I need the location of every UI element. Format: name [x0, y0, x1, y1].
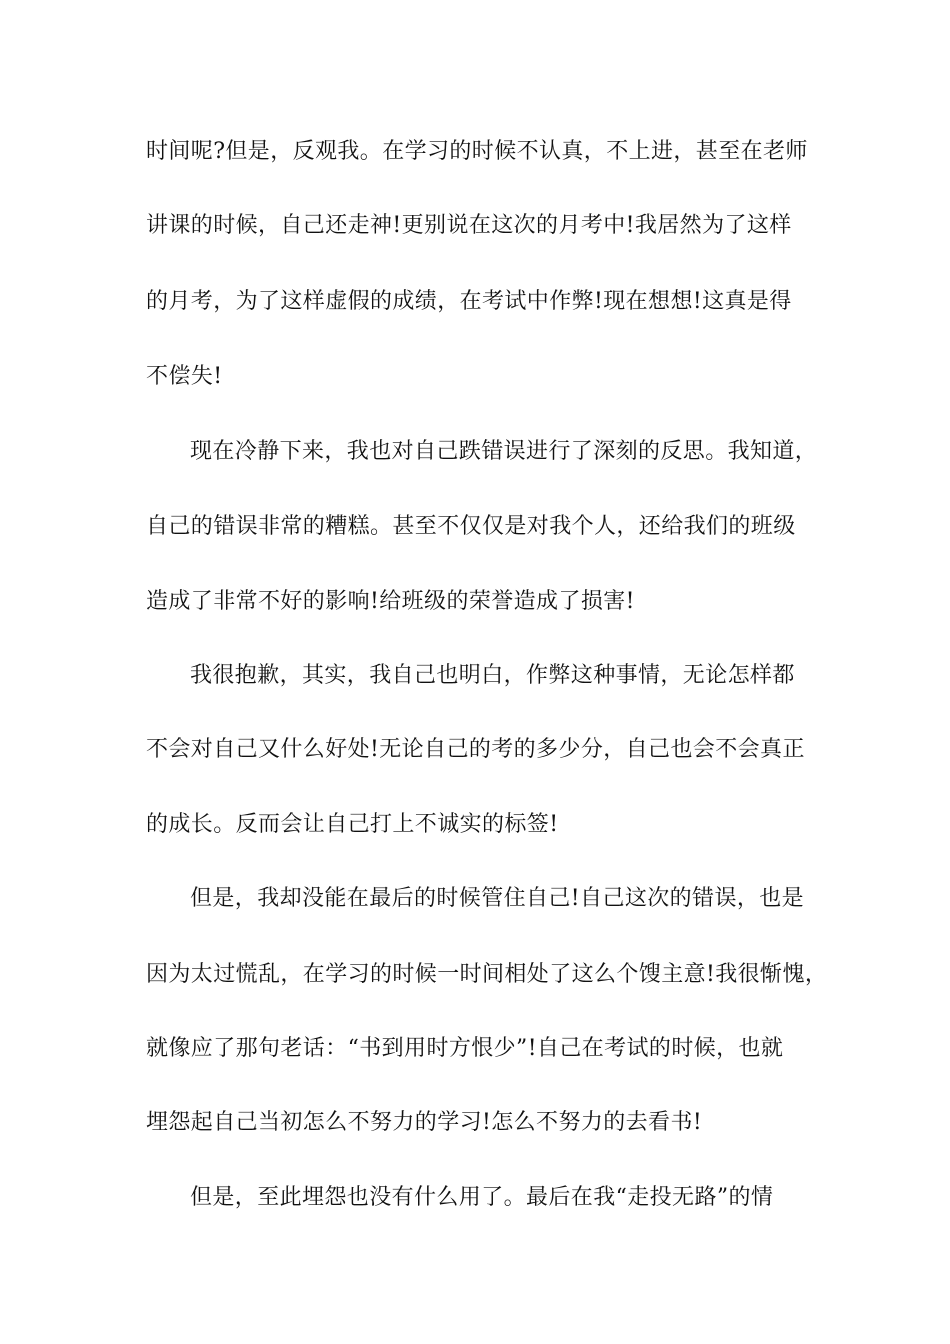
paragraph-first-line: 但是，我却没能在最后的时候管住自己!自己这次的错误，也是	[190, 886, 805, 911]
text-line: 埋怨起自己当初怎么不努力的学习!怎么不努力的去看书!	[146, 1110, 703, 1135]
text-line: 不偿失!	[146, 364, 223, 389]
text-line: 自己的错误非常的糟糕。甚至不仅仅是对我个人，还给我们的班级	[146, 514, 796, 539]
text-line: 讲课的时候，自己还走神!更别说在这次的月考中!我居然为了这样	[146, 213, 792, 238]
text-line: 不会对自己又什么好处!无论自己的考的多少分，自己也会不会真正	[146, 737, 805, 762]
text-line: 的月考，为了这样虚假的成绩，在考试中作弊!现在想想!这真是得	[146, 289, 792, 314]
text-line: 就像应了那句老话：“书到用时方恨少”!自己在考试的时候，也就	[146, 1036, 784, 1061]
text-line: 因为太过慌乱，在学习的时候一时间相处了这么个馊主意!我很惭愧，	[146, 962, 828, 987]
text-line: 的成长。反而会让自己打上不诚实的标签!	[146, 812, 559, 837]
paragraph-first-line: 现在冷静下来，我也对自己跌错误进行了深刻的反思。我知道，	[190, 439, 818, 464]
paragraph-first-line: 但是，至此埋怨也没有什么用了。最后在我“走投无路”的情	[190, 1185, 774, 1210]
paragraph-first-line: 我很抱歉，其实，我自己也明白，作弊这种事情，无论怎样都	[190, 663, 795, 688]
text-line: 造成了非常不好的影响!给班级的荣誉造成了损害!	[146, 589, 635, 614]
text-line: 时间呢?但是，反观我。在学习的时候不认真，不上进，甚至在老师	[146, 139, 808, 164]
